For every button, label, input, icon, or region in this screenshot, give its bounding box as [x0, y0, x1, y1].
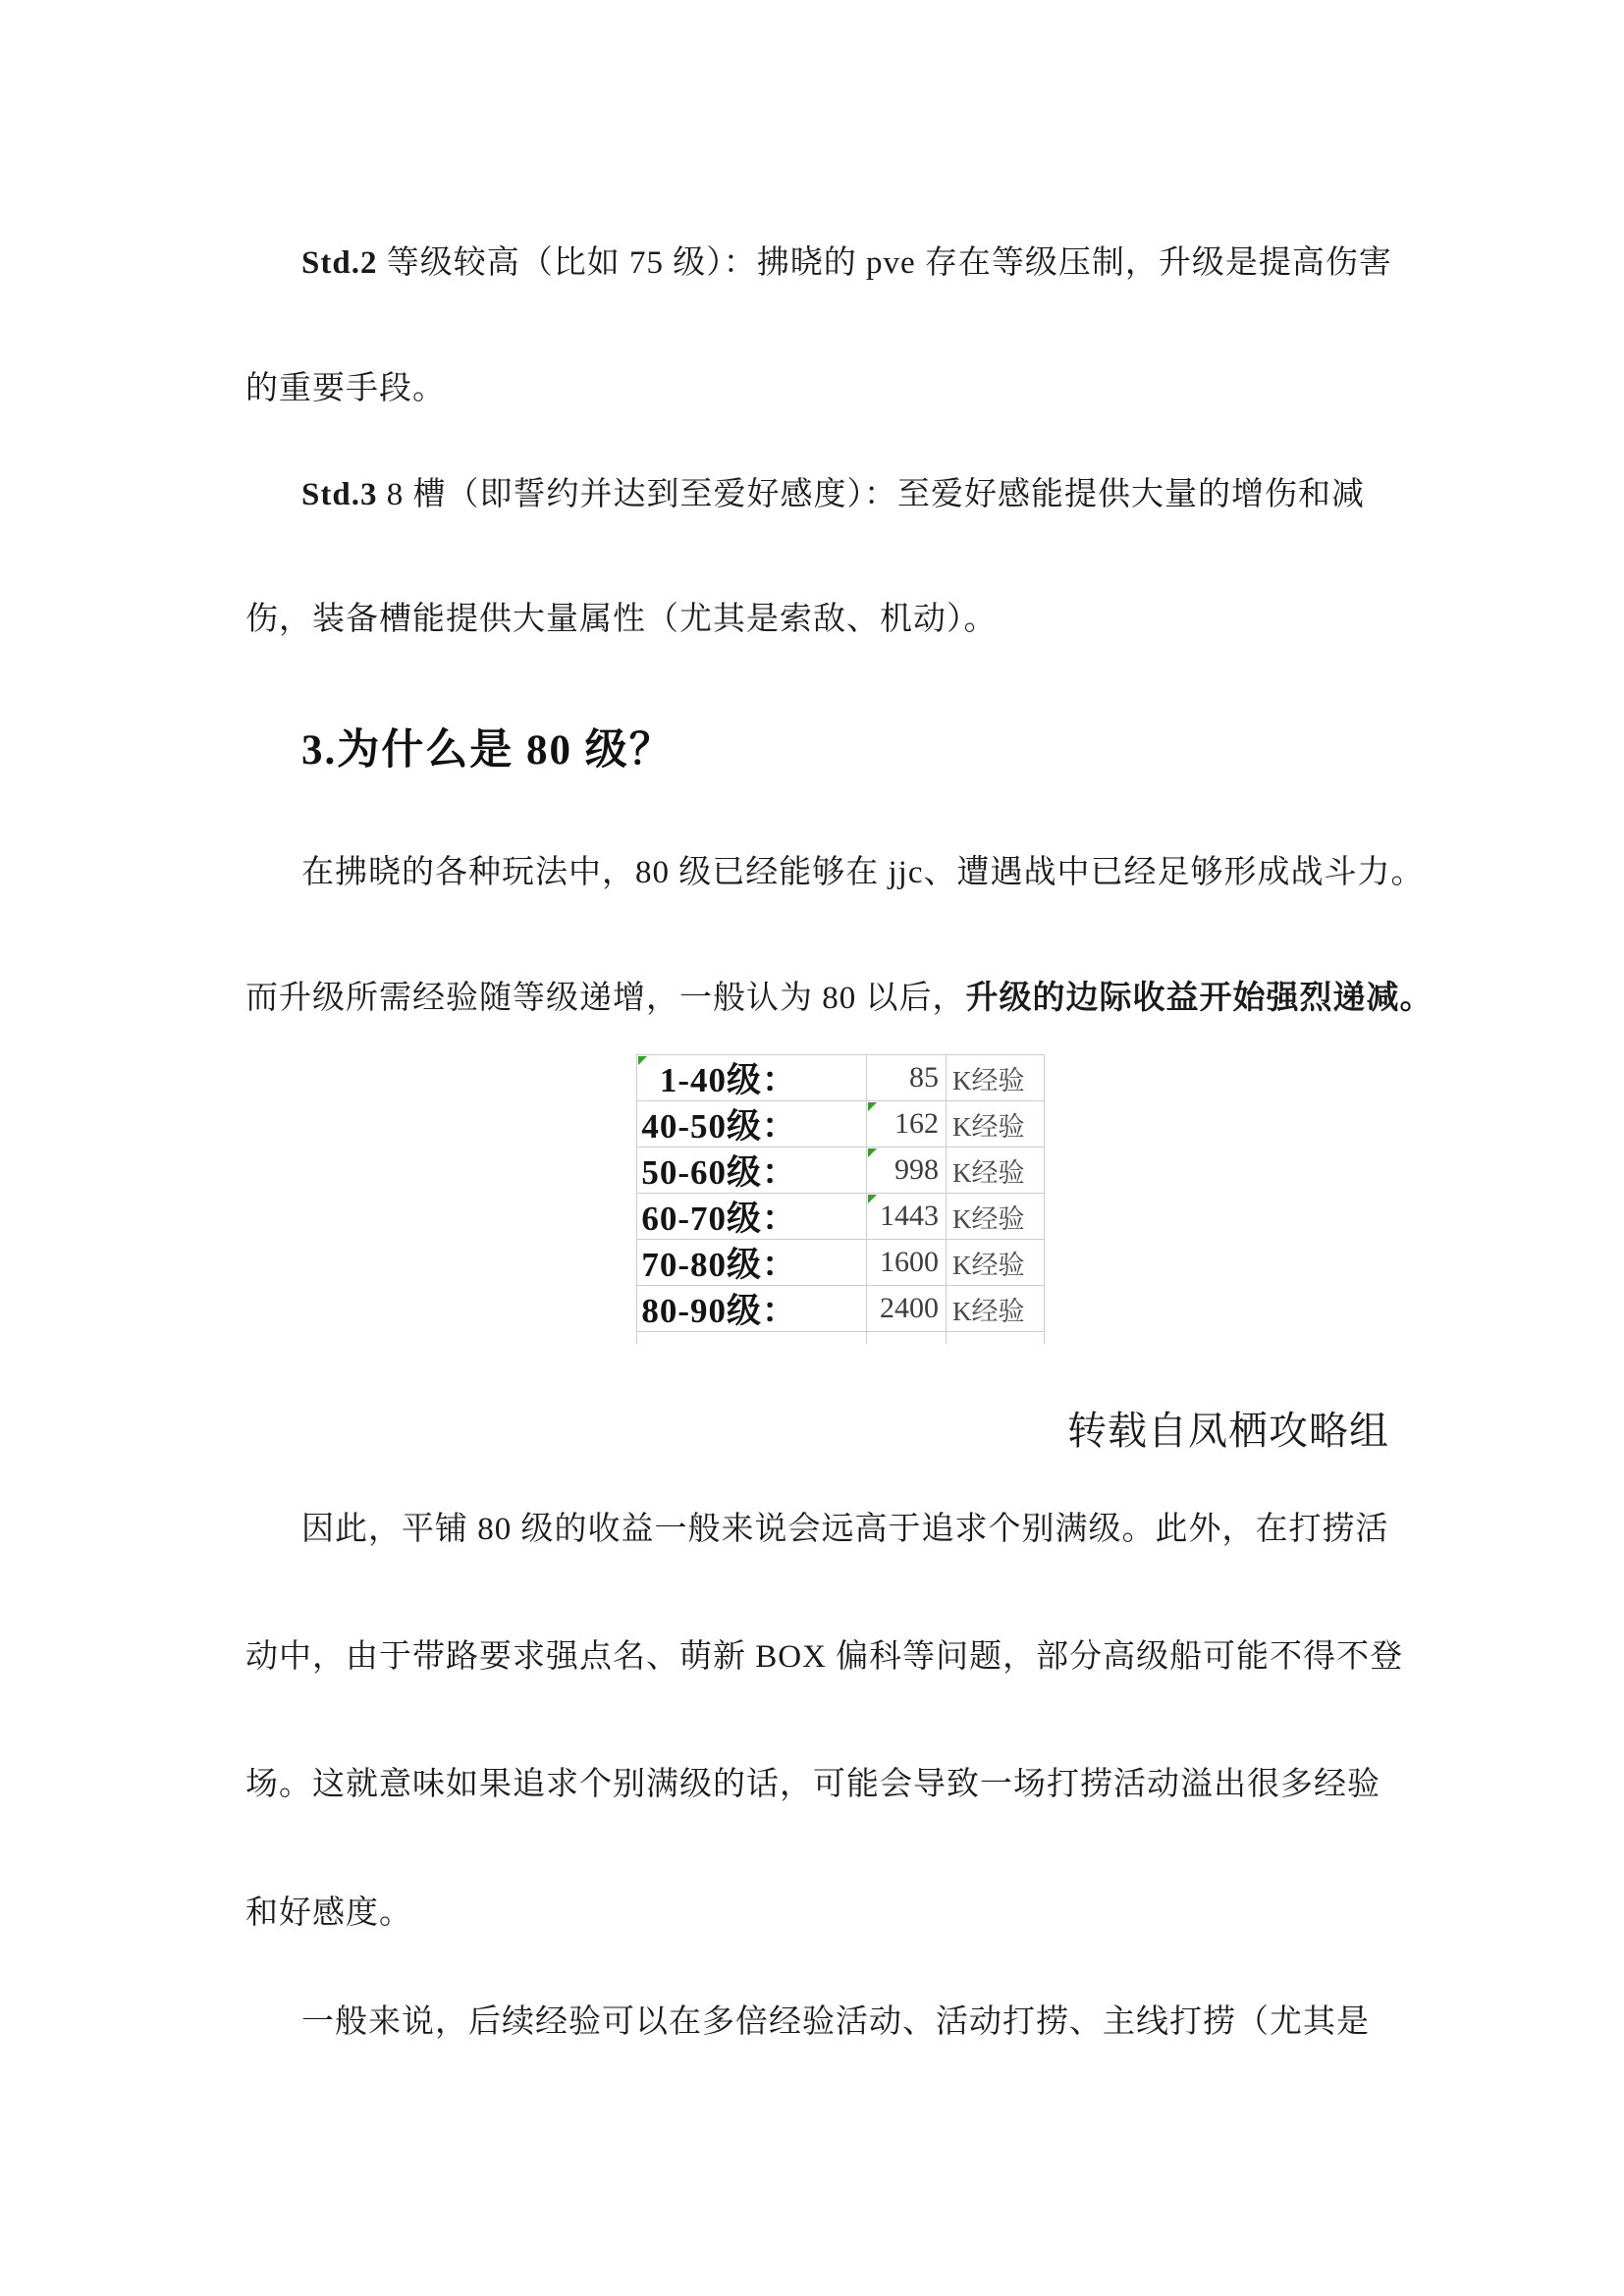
text-segment: 而升级所需经验随等级递增，一般认为 80 以后，	[245, 981, 966, 1016]
cell-comment-marker-icon	[868, 1195, 877, 1203]
text-segment: 动中，由于带路要求强点名、萌新 BOX 偏科等问题，部分高级船可能不得不登	[245, 1639, 1404, 1675]
bold-text-segment: 3.为什么是 80 级？	[301, 727, 674, 774]
level-range-cell: 40-50级：	[636, 1101, 867, 1147]
exp-unit-cell: K经验	[947, 1148, 1045, 1193]
text-line	[245, 1637, 1403, 1678]
exp-table-image	[636, 1054, 1045, 1344]
level-range-cell: 80-90级：	[636, 1286, 867, 1331]
text-line	[245, 1510, 1389, 1550]
exp-value-cell: 85	[867, 1055, 947, 1100]
text-segment: 一般来说，后续经验可以在多倍经验活动、活动打捞、主线打捞（尤其是	[301, 2004, 1370, 2040]
exp-unit-cell: K经验	[947, 1101, 1045, 1147]
text-line	[245, 475, 1365, 515]
text-segment: 场。这就意味如果追求个别满级的话，可能会导致一场打捞活动溢出很多经验	[245, 1767, 1380, 1802]
text-segment: 伤，装备槽能提供大量属性（尤其是索敌、机动）。	[245, 602, 998, 637]
text-segment: 的重要手段。	[245, 371, 446, 406]
level-range-cell: 70-80级：	[636, 1240, 867, 1285]
bold-text-segment: Std.3	[301, 477, 378, 512]
level-range-cell	[636, 1332, 867, 1344]
exp-value-cell: 2400	[867, 1286, 947, 1331]
text-line	[245, 2002, 1370, 2043]
text-line	[245, 979, 1434, 1019]
exp-unit-cell: K经验	[947, 1055, 1045, 1100]
table-source-caption: 转载自凤栖攻略组	[1067, 1410, 1389, 1453]
cell-comment-marker-icon	[638, 1056, 647, 1065]
text-segment: 在拂晓的各种玩法中，80 级已经能够在 jjc、遭遇战中已经足够形成战斗力。	[301, 855, 1425, 890]
exp-table-row	[636, 1055, 1045, 1101]
text-line	[245, 600, 998, 640]
exp-table-row	[636, 1194, 1045, 1240]
exp-unit-cell	[947, 1332, 1045, 1344]
bold-text-segment: Std.2	[301, 245, 378, 281]
level-range-cell: 50-60级：	[636, 1148, 867, 1193]
text-line	[245, 853, 1424, 893]
text-line	[245, 243, 1392, 284]
exp-unit-cell: K经验	[947, 1240, 1045, 1285]
exp-table-row	[636, 1148, 1045, 1194]
exp-value-cell	[867, 1332, 947, 1344]
text-line	[245, 1765, 1380, 1805]
exp-value-cell: 1600	[867, 1240, 947, 1285]
exp-value-cell: 998	[867, 1148, 947, 1193]
exp-table-partial-row	[636, 1332, 1045, 1344]
exp-value-cell: 1443	[867, 1194, 947, 1239]
bold-text-segment: 升级的边际收益开始强烈递减。	[965, 981, 1434, 1016]
text-line	[245, 369, 446, 409]
text-segment: 因此，平铺 80 级的收益一般来说会远高于追求个别满级。此外，在打捞活	[301, 1512, 1389, 1547]
text-segment: 8 槽（即誓约并达到至爱好感度）：至爱好感能提供大量的增伤和减	[377, 477, 1365, 512]
text-segment: 和好感度。	[245, 1896, 412, 1931]
cell-comment-marker-icon	[868, 1148, 877, 1157]
section-heading	[245, 724, 674, 777]
exp-unit-cell: K经验	[947, 1194, 1045, 1239]
exp-value-cell: 162	[867, 1101, 947, 1147]
level-range-cell: 1-40级：	[636, 1055, 867, 1100]
exp-table-row	[636, 1240, 1045, 1286]
text-segment: 等级较高（比如 75 级）：拂晓的 pve 存在等级压制，升级是提高伤害	[377, 245, 1392, 281]
exp-unit-cell: K经验	[947, 1286, 1045, 1331]
text-line	[245, 1894, 412, 1934]
cell-comment-marker-icon	[868, 1102, 877, 1111]
level-range-cell: 60-70级：	[636, 1194, 867, 1239]
exp-table-row	[636, 1101, 1045, 1148]
exp-table-row	[636, 1286, 1045, 1332]
